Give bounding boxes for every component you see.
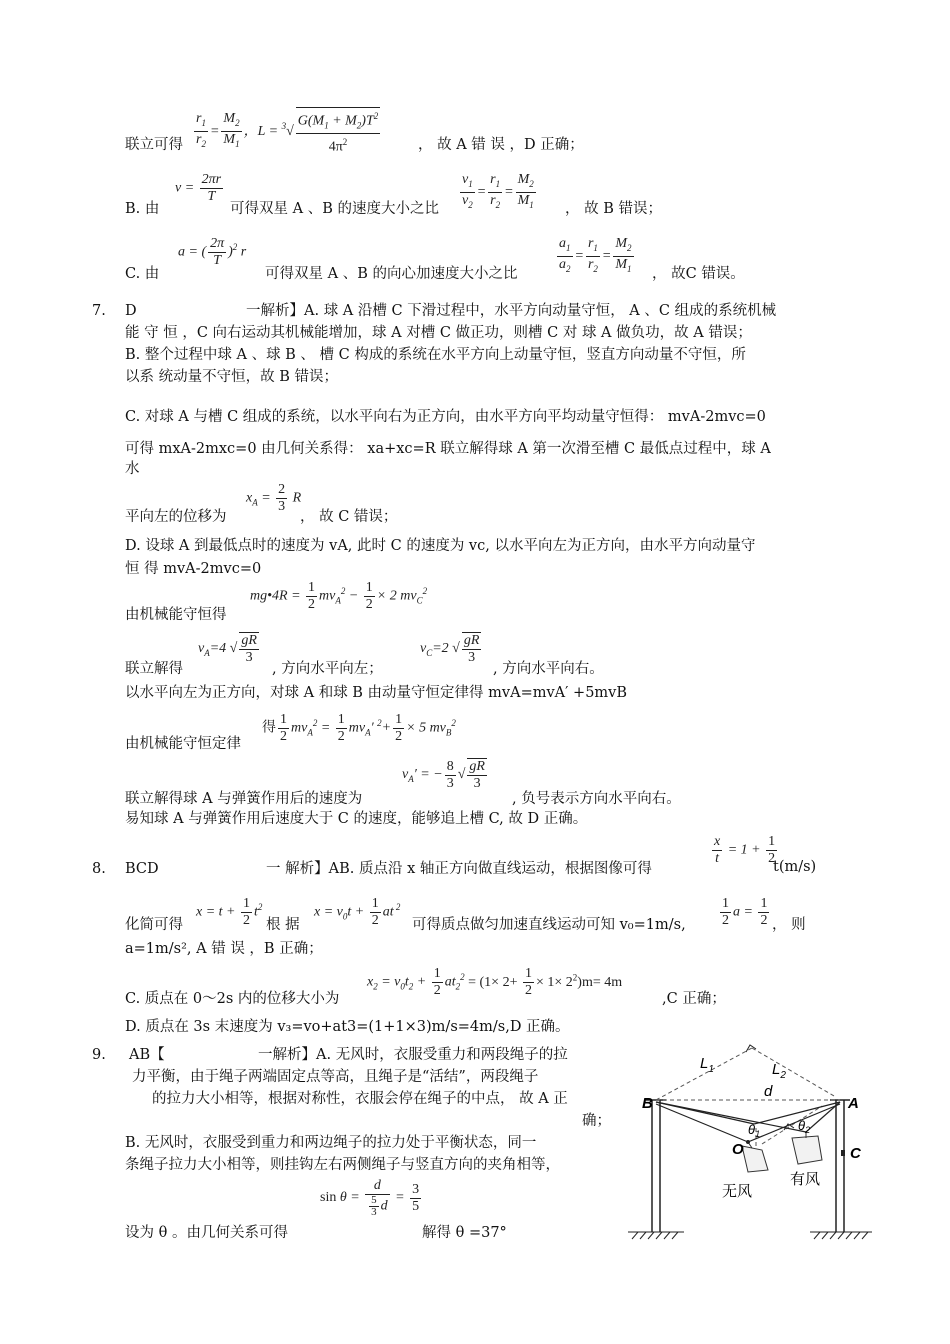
formula-a-ratio: $\frac{a_1}{a_2}$ = $\frac{r_1}{r_2}$ = $\frac{M_2}{M_1}$ xyxy=(559,236,632,274)
formula-vc: $v_C=2$ √ $\frac{gR}{3}$ xyxy=(420,633,480,665)
label-d: d xyxy=(764,1083,773,1100)
formula-v: v = $\frac{2\pi r}{T}$ xyxy=(175,172,222,204)
text-line: 可得质点做匀加速直线运动可知 v₀=1m/s, xyxy=(412,917,686,933)
question-number: 7. xyxy=(92,303,106,319)
label-l1: $L_1$ xyxy=(700,1055,714,1075)
text-line: 水 xyxy=(125,461,140,477)
text-line: 条绳子拉力大小相等，则挂钩左右两侧绳子与竖直方向的夹角相等， xyxy=(125,1157,560,1173)
text-line: ， 则 xyxy=(772,917,806,933)
text-line: B. 整个过程中球 A 、球 B 、 槽 C 构成的系统在水平方向上动量守恒，竖直方向动量不守恒，所 xyxy=(125,347,746,363)
text-line: 以系 统动量不守恒，故 B 错误； xyxy=(125,369,338,385)
formula-x-general: $x = v_0t$ + $\frac{1}{2}$ at $^2$ xyxy=(314,896,401,928)
text-line: D. 质点在 3s 末速度为 v₃=vo+at3=(1+1×3)m/s=4m/s,D 正确。 xyxy=(125,1019,570,1035)
clothes-no-wind-icon xyxy=(742,1142,768,1172)
text-line: 联立解得球 A 与弹簧作用后的速度为 xyxy=(125,791,363,807)
formula-energy-1: mg•4R = $\frac{1}{2}$ $mv_A^2$ − $\frac{1}{2}$ × 2 $mv_C^2$ xyxy=(250,580,428,612)
text-line: B. 由 xyxy=(125,201,160,217)
answer-label: AB【 xyxy=(129,1047,165,1063)
formula-a: a = ( $\frac{2\pi}{T}$ )$^2$ r xyxy=(178,236,247,268)
formula-half-a: $\frac{1}{2}$ a = $\frac{1}{2}$ xyxy=(722,896,768,928)
text-line: 由机械能守恒得 xyxy=(125,607,227,623)
formula-r-ratio: $\frac{r_1}{r_2}$ = $\frac{M_2}{M_1}$ ，L = $^3$√ $\frac{G(M_1 + M_2)T^2}{4\pi^2}$ xyxy=(192,107,382,156)
text-line: C. 由 xyxy=(125,266,160,282)
label-l2: $L_2$ xyxy=(772,1061,786,1081)
text-line: 平向左的位移为 xyxy=(125,509,227,525)
text-line: a=1m/s², A 错 误 ，B 正确； xyxy=(125,941,323,957)
formula-va: $v_A=4$ √ $\frac{gR}{3}$ xyxy=(198,633,257,665)
text-line: 一解析】A. 无风时，衣服受重力和两段绳子的拉 xyxy=(258,1047,568,1063)
clothes-wind-icon xyxy=(792,1132,822,1164)
label-o: O xyxy=(732,1141,744,1158)
text-line: t(m/s) xyxy=(773,859,817,875)
formula-sin-theta: sin θ = d $\frac{5}{3}$ d = $\frac{3}{5}$ xyxy=(320,1178,420,1218)
label-theta1: $\theta_1$ xyxy=(748,1122,761,1139)
caption-wind: 有风 xyxy=(790,1171,821,1188)
answer-label: D xyxy=(125,303,137,319)
text-line: 可得双星 A 、B 的向心加速度大小之比 xyxy=(265,266,518,282)
clothesline-figure xyxy=(622,1034,878,1246)
text-line: 确； xyxy=(582,1113,611,1129)
text-line: ， 故 C 错误； xyxy=(300,509,398,525)
text-line: C. 对球 A 与槽 C 组成的系统，以水平向右为正方向，由水平方向平均动量守恒得： mvA-2mvc=0 xyxy=(125,409,766,425)
formula-v-ratio: $\frac{v_1}{v_2}$ = $\frac{r_1}{r_2}$ = $\frac{M_2}{M_1}$ xyxy=(462,172,534,210)
label-b: B xyxy=(642,1095,653,1112)
text-line: ， 故 A 错 误 ，D 正确； xyxy=(418,137,584,153)
text-line: C. 质点在 0～2s 内的位移大小为 xyxy=(125,991,340,1007)
formula-energy-2: 得 $\frac{1}{2}$ $mv_A^2$ = $\frac{1}{2}$ $mv_A'$ $^2$+ $\frac{1}{2}$ × 5 $mv_B^2$ xyxy=(262,712,456,744)
label-c: C xyxy=(850,1145,861,1162)
text-line: 可得双星 A 、B 的速度大小之比 xyxy=(230,201,439,217)
text-line: 联立可得 xyxy=(125,137,183,153)
formula-displacement: $x_2 = v_0t_2$ + $\frac{1}{2}$ $at_2^2 = (1\times 2+$ $\frac{1}{2}$ × $1\times 2^2)m= 4m$ xyxy=(367,966,623,998)
text-line: 恒 得 mvA-2mvc=0 xyxy=(125,561,262,577)
text-line: 由机械能守恒定律 xyxy=(125,736,241,752)
text-line: 能 守 恒 ，C 向右运动其机械能增加，球 A 对槽 C 做正功，则槽 C 对 球 A 做负功，故 A 错误； xyxy=(125,325,752,341)
text-line: , 方向水平向左； xyxy=(272,661,383,677)
formula-x-over-t: $\frac{x}{t}$ = 1 + $\frac{1}{2}$ xyxy=(714,834,776,866)
formula-xa: $x_A$ = $\frac{2}{3}$ R xyxy=(246,482,302,514)
text-line: , 方向水平向右。 xyxy=(493,661,604,677)
text-line: 解得 θ =37° xyxy=(422,1225,507,1241)
question-number: 9. xyxy=(92,1047,106,1063)
text-line: D. 设球 A 到最低点时的速度为 vA, 此时 C 的速度为 vc, 以水平向左为正方向，由水平方向动量守 xyxy=(125,538,756,554)
text-line: 可得 mxA-2mxc=0 由几何关系得： xa+xc=R 联立解得球 A 第一次滑至槽 C 最低点过程中，球 A xyxy=(125,441,771,457)
text-line: 易知球 A 与弹簧作用后速度大于 C 的速度，能够追上槽 C, 故 D 正确。 xyxy=(125,811,588,827)
text-line: 以水平向左为正方向，对球 A 和球 B 由动量守恒定律得 mvA=mvA′ +5mvB xyxy=(125,685,628,701)
formula-va-prime: $v_A'$ = − $\frac{8}{3}$ √ $\frac{gR}{3}$ xyxy=(402,758,485,791)
text-line: , 负号表示方向水平向右。 xyxy=(512,791,681,807)
formula-x-t: x = t + $\frac{1}{2}$ $t^2$ xyxy=(196,896,263,928)
text-line: 一 解析】AB. 质点沿 x 轴正方向做直线运动，根据图像可得 xyxy=(266,861,652,877)
text-line: 设为 θ 。由几何关系可得 xyxy=(125,1225,288,1241)
text-line: 化简可得 xyxy=(125,917,183,933)
text-line: 联立解得 xyxy=(125,661,183,677)
text-line: 一解析】A. 球 A 沿槽 C 下滑过程中，水平方向动量守恒， A 、C 组成的系统机械 xyxy=(246,303,777,319)
text-line: ， 故 B 错误； xyxy=(565,201,662,217)
text-line: 的拉力大小相等，根据对称性，衣服会停在绳子的中点， 故 A 正 xyxy=(152,1091,568,1107)
ground-hatching xyxy=(628,1232,872,1239)
text-line: B. 无风时，衣服受到重力和两边绳子的拉力处于平衡状态，同一 xyxy=(125,1135,537,1151)
answer-label: BCD xyxy=(125,861,159,877)
label-theta2: $\theta_2$ xyxy=(798,1118,811,1135)
label-a: A xyxy=(848,1095,859,1112)
caption-no-wind: 无风 xyxy=(722,1183,753,1200)
text-line: 力平衡，由于绳子两端固定点等高，且绳子是“活结”，两段绳子 xyxy=(132,1069,539,1085)
question-number: 8. xyxy=(92,861,106,877)
text-line: ， 故C 错误。 xyxy=(652,266,745,282)
text-line: 根 据 xyxy=(266,917,300,933)
text-line: ,C 正确； xyxy=(662,991,726,1007)
